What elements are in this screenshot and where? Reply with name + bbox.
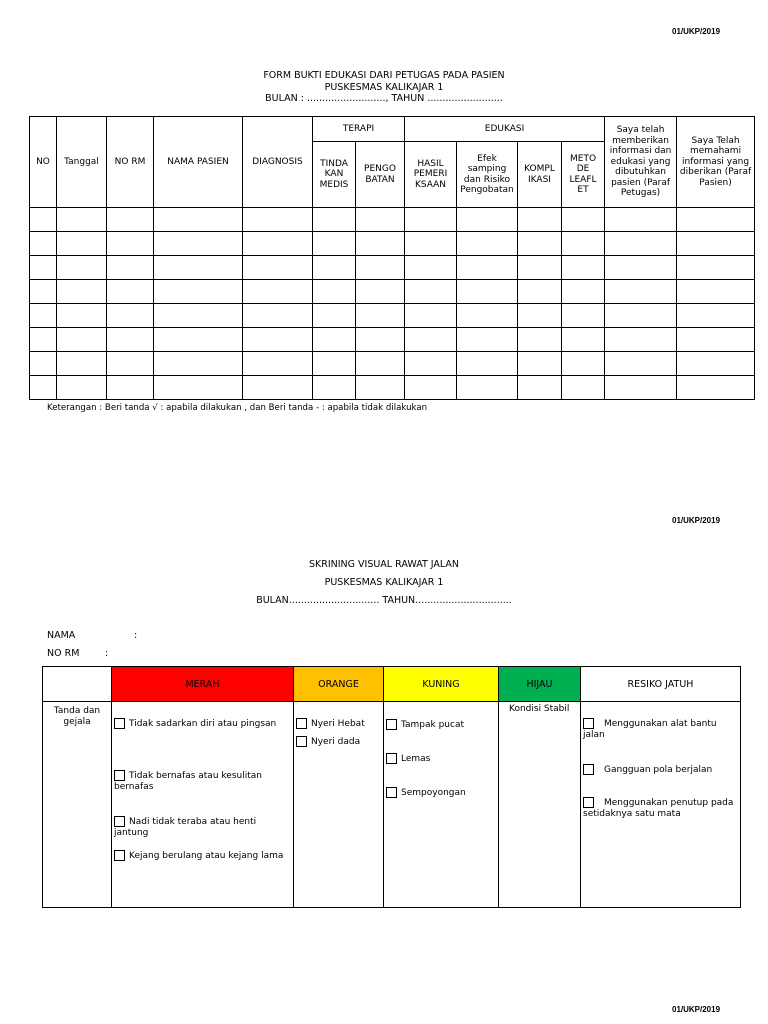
resiko-item[interactable] bbox=[583, 718, 733, 741]
table-cell[interactable] bbox=[562, 328, 605, 352]
table-cell[interactable] bbox=[457, 280, 518, 304]
table-cell[interactable] bbox=[243, 328, 313, 352]
form1-period: BULAN : .........................., TAHUN ......................... bbox=[265, 93, 503, 104]
table-cell[interactable] bbox=[154, 256, 243, 280]
item-label: Tampak pucat bbox=[401, 720, 464, 730]
table-cell[interactable] bbox=[313, 352, 356, 376]
form2-subtitle: PUSKESMAS KALIKAJAR 1 bbox=[324, 577, 444, 588]
field-no-rm-value[interactable]: : bbox=[105, 648, 109, 659]
screening-table bbox=[42, 666, 741, 908]
header-nama-pasien: NAMA PASIEN bbox=[154, 117, 243, 208]
table-cell[interactable] bbox=[313, 208, 356, 232]
table-cell[interactable] bbox=[457, 328, 518, 352]
table-cell[interactable] bbox=[405, 208, 457, 232]
table-cell[interactable] bbox=[562, 376, 605, 400]
table-cell[interactable] bbox=[405, 280, 457, 304]
table-cell[interactable] bbox=[605, 352, 677, 376]
table-cell[interactable] bbox=[562, 256, 605, 280]
hijau-text: Kondisi Stabil bbox=[509, 704, 570, 714]
table-cell[interactable] bbox=[57, 328, 107, 352]
checkbox-icon[interactable] bbox=[386, 787, 397, 798]
kuning-item[interactable] bbox=[386, 787, 466, 799]
table-cell[interactable] bbox=[154, 208, 243, 232]
table-cell[interactable] bbox=[562, 304, 605, 328]
header-hasil-pemeriksaan: HASIL PEMERI KSAAN bbox=[405, 142, 457, 208]
table-cell[interactable] bbox=[107, 352, 154, 376]
form1-note: Keterangan : Beri tanda √ : apabila dilakukan , dan Beri tanda - : apabila tidak dilakukan bbox=[47, 403, 428, 413]
table-row bbox=[30, 256, 755, 280]
table-cell[interactable] bbox=[518, 256, 562, 280]
item-label: Sempoyongan bbox=[401, 788, 466, 798]
header-metode-leaflet: METO DE LEAFL ET bbox=[562, 142, 605, 208]
kuning-item[interactable] bbox=[386, 719, 464, 731]
header-paraf-pasien: Saya Telah memahami informasi yang diberikan (Paraf Pasien) bbox=[677, 117, 755, 208]
item-label: Menggunakan alat bantu jalan bbox=[583, 719, 717, 740]
header-tanggal: Tanggal bbox=[57, 117, 107, 208]
checkbox-icon[interactable] bbox=[114, 816, 125, 827]
table-cell[interactable] bbox=[457, 232, 518, 256]
item-label: Nyeri Hebat bbox=[311, 719, 365, 729]
education-table-body bbox=[30, 208, 755, 400]
form1-subtitle: PUSKESMAS KALIKAJAR 1 bbox=[324, 82, 444, 93]
kuning-cell bbox=[384, 702, 499, 908]
table-cell[interactable] bbox=[518, 280, 562, 304]
table-cell[interactable] bbox=[107, 304, 154, 328]
header-tindakan-medis: TINDA KAN MEDIS bbox=[313, 142, 356, 208]
table-cell[interactable] bbox=[356, 280, 405, 304]
item-label: Kejang berulang atau kejang lama bbox=[129, 851, 284, 861]
document-code: 01/UKP/2019 bbox=[672, 1005, 721, 1014]
table-cell[interactable] bbox=[605, 208, 677, 232]
orange-item[interactable] bbox=[296, 718, 365, 730]
table-cell[interactable] bbox=[313, 328, 356, 352]
table-cell[interactable] bbox=[154, 376, 243, 400]
table-cell[interactable] bbox=[30, 304, 57, 328]
table-cell[interactable] bbox=[107, 280, 154, 304]
checkbox-icon[interactable] bbox=[296, 736, 307, 747]
table-cell[interactable] bbox=[518, 352, 562, 376]
item-label: Lemas bbox=[401, 754, 431, 764]
kuning-item[interactable] bbox=[386, 753, 430, 765]
table-cell[interactable] bbox=[313, 232, 356, 256]
table-cell[interactable] bbox=[605, 304, 677, 328]
table-cell[interactable] bbox=[356, 328, 405, 352]
header-komplikasi: KOMPL IKASI bbox=[518, 142, 562, 208]
row-label: Tanda dan gejala bbox=[53, 706, 101, 727]
checkbox-icon[interactable] bbox=[114, 850, 125, 861]
table-cell[interactable] bbox=[405, 304, 457, 328]
table-cell[interactable] bbox=[107, 328, 154, 352]
table-cell[interactable] bbox=[313, 304, 356, 328]
table-cell[interactable] bbox=[457, 376, 518, 400]
resiko-item[interactable] bbox=[583, 764, 712, 776]
orange-cell bbox=[294, 702, 384, 908]
table-cell[interactable] bbox=[356, 376, 405, 400]
field-nama-value[interactable]: : bbox=[134, 630, 138, 641]
table-cell[interactable] bbox=[562, 232, 605, 256]
item-label: Tidak bernafas atau kesulitan bernafas bbox=[114, 771, 262, 792]
table-cell[interactable] bbox=[677, 328, 755, 352]
education-table bbox=[29, 116, 755, 400]
header-orange: ORANGE bbox=[294, 667, 384, 702]
table-cell[interactable] bbox=[30, 376, 57, 400]
checkbox-icon[interactable] bbox=[296, 718, 307, 729]
merah-item[interactable] bbox=[114, 770, 284, 793]
table-cell[interactable] bbox=[154, 328, 243, 352]
table-cell[interactable] bbox=[405, 256, 457, 280]
table-cell[interactable] bbox=[154, 352, 243, 376]
table-cell[interactable] bbox=[57, 208, 107, 232]
table-cell[interactable] bbox=[405, 376, 457, 400]
item-label: Menggunakan penutup pada setidaknya satu mata bbox=[583, 798, 734, 819]
header-edukasi: EDUKASI bbox=[405, 117, 605, 142]
table-cell[interactable] bbox=[605, 328, 677, 352]
table-cell[interactable] bbox=[107, 256, 154, 280]
orange-item[interactable] bbox=[296, 736, 360, 748]
table-cell[interactable] bbox=[677, 280, 755, 304]
table-cell[interactable] bbox=[677, 256, 755, 280]
table-cell[interactable] bbox=[677, 376, 755, 400]
checkbox-icon[interactable] bbox=[386, 753, 397, 764]
table-cell[interactable] bbox=[243, 208, 313, 232]
header-merah: MERAH bbox=[112, 667, 294, 702]
field-nama-label: NAMA bbox=[47, 630, 76, 641]
table-cell[interactable] bbox=[57, 256, 107, 280]
header-paraf-petugas: Saya telah memberikan informasi dan edukasi yang dibutuhkan pasien (Paraf Petugas) bbox=[605, 117, 677, 208]
table-cell[interactable] bbox=[605, 376, 677, 400]
table-cell[interactable] bbox=[356, 208, 405, 232]
table-cell[interactable] bbox=[57, 304, 107, 328]
table-cell[interactable] bbox=[457, 256, 518, 280]
table-cell[interactable] bbox=[405, 352, 457, 376]
header-no-rm: NO RM bbox=[107, 117, 154, 208]
table-cell[interactable] bbox=[562, 208, 605, 232]
form2-period: BULAN.............................. TAHUN................................ bbox=[256, 595, 512, 606]
table-cell[interactable] bbox=[243, 352, 313, 376]
table-cell[interactable] bbox=[243, 256, 313, 280]
table-row bbox=[30, 304, 755, 328]
resiko-item[interactable] bbox=[583, 797, 735, 820]
table-cell[interactable] bbox=[405, 328, 457, 352]
resiko-cell bbox=[581, 702, 741, 908]
header-diagnosis: DIAGNOSIS bbox=[243, 117, 313, 208]
item-label: Nadi tidak teraba atau henti jantung bbox=[114, 817, 257, 838]
document-code: 01/UKP/2019 bbox=[672, 27, 721, 36]
item-label: Tidak sadarkan diri atau pingsan bbox=[129, 719, 277, 729]
merah-item[interactable] bbox=[114, 850, 283, 862]
table-row bbox=[30, 232, 755, 256]
table-cell[interactable] bbox=[562, 352, 605, 376]
header-hijau: HIJAU bbox=[499, 667, 581, 702]
table-cell[interactable] bbox=[243, 232, 313, 256]
header-blank bbox=[43, 667, 112, 702]
table-cell[interactable] bbox=[57, 376, 107, 400]
table-cell[interactable] bbox=[243, 304, 313, 328]
checkbox-icon[interactable] bbox=[583, 764, 594, 775]
form2-title: SKRINING VISUAL RAWAT JALAN bbox=[308, 559, 460, 570]
table-cell[interactable] bbox=[57, 280, 107, 304]
table-cell[interactable] bbox=[356, 232, 405, 256]
table-row bbox=[30, 208, 755, 232]
item-label: Nyeri dada bbox=[311, 737, 361, 747]
checkbox-icon[interactable] bbox=[114, 770, 125, 781]
item-label: Gangguan pola berjalan bbox=[604, 765, 713, 775]
form1-title: FORM BUKTI EDUKASI DARI PETUGAS PADA PASIEN bbox=[263, 70, 505, 81]
table-cell[interactable] bbox=[30, 208, 57, 232]
table-cell[interactable] bbox=[518, 376, 562, 400]
document-code: 01/UKP/2019 bbox=[672, 516, 721, 525]
table-cell[interactable] bbox=[518, 328, 562, 352]
table-cell[interactable] bbox=[605, 232, 677, 256]
table-cell[interactable] bbox=[677, 232, 755, 256]
table-cell[interactable] bbox=[30, 232, 57, 256]
header-efek-samping: Efek samping dan Risiko Pengobatan bbox=[457, 142, 518, 208]
table-row bbox=[30, 280, 755, 304]
table-cell[interactable] bbox=[57, 352, 107, 376]
hijau-cell bbox=[499, 702, 581, 908]
table-cell[interactable] bbox=[30, 328, 57, 352]
header-resiko-jatuh: RESIKO JATUH bbox=[581, 667, 741, 702]
table-cell[interactable] bbox=[457, 304, 518, 328]
table-cell[interactable] bbox=[562, 280, 605, 304]
table-cell[interactable] bbox=[30, 256, 57, 280]
table-cell[interactable] bbox=[677, 208, 755, 232]
field-no-rm bbox=[47, 648, 109, 659]
field-nama bbox=[47, 630, 138, 641]
table-cell[interactable] bbox=[243, 376, 313, 400]
table-cell[interactable] bbox=[313, 256, 356, 280]
merah-item[interactable] bbox=[114, 816, 293, 839]
table-cell[interactable] bbox=[154, 232, 243, 256]
table-cell[interactable] bbox=[518, 232, 562, 256]
merah-item[interactable] bbox=[114, 718, 276, 730]
table-cell[interactable] bbox=[518, 208, 562, 232]
table-row bbox=[30, 352, 755, 376]
table-cell[interactable] bbox=[154, 304, 243, 328]
table-cell[interactable] bbox=[30, 352, 57, 376]
table-row bbox=[30, 328, 755, 352]
table-cell[interactable] bbox=[107, 232, 154, 256]
table-cell[interactable] bbox=[356, 352, 405, 376]
header-kuning: KUNING bbox=[384, 667, 499, 702]
table-cell[interactable] bbox=[107, 208, 154, 232]
table-cell[interactable] bbox=[677, 352, 755, 376]
table-row bbox=[30, 376, 755, 400]
field-no-rm-label: NO RM bbox=[47, 648, 80, 659]
table-cell[interactable] bbox=[457, 208, 518, 232]
checkbox-icon[interactable] bbox=[386, 719, 397, 730]
table-cell[interactable] bbox=[605, 256, 677, 280]
table-cell[interactable] bbox=[57, 232, 107, 256]
header-pengobatan: PENGO BATAN bbox=[356, 142, 405, 208]
row-label-cell bbox=[43, 702, 112, 908]
merah-cell bbox=[112, 702, 294, 908]
table-cell[interactable] bbox=[154, 280, 243, 304]
table-cell[interactable] bbox=[605, 280, 677, 304]
table-cell[interactable] bbox=[457, 352, 518, 376]
table-cell[interactable] bbox=[518, 304, 562, 328]
table-cell[interactable] bbox=[313, 280, 356, 304]
checkbox-icon[interactable] bbox=[114, 718, 125, 729]
table-cell[interactable] bbox=[356, 256, 405, 280]
checkbox-icon[interactable] bbox=[583, 797, 594, 808]
table-cell[interactable] bbox=[677, 304, 755, 328]
table-cell[interactable] bbox=[30, 280, 57, 304]
table-cell[interactable] bbox=[405, 232, 457, 256]
table-cell[interactable] bbox=[356, 304, 405, 328]
table-cell[interactable] bbox=[313, 376, 356, 400]
header-no: NO bbox=[30, 117, 57, 208]
table-cell[interactable] bbox=[243, 280, 313, 304]
checkbox-icon[interactable] bbox=[583, 718, 594, 729]
header-terapi: TERAPI bbox=[313, 117, 405, 142]
table-cell[interactable] bbox=[107, 376, 154, 400]
